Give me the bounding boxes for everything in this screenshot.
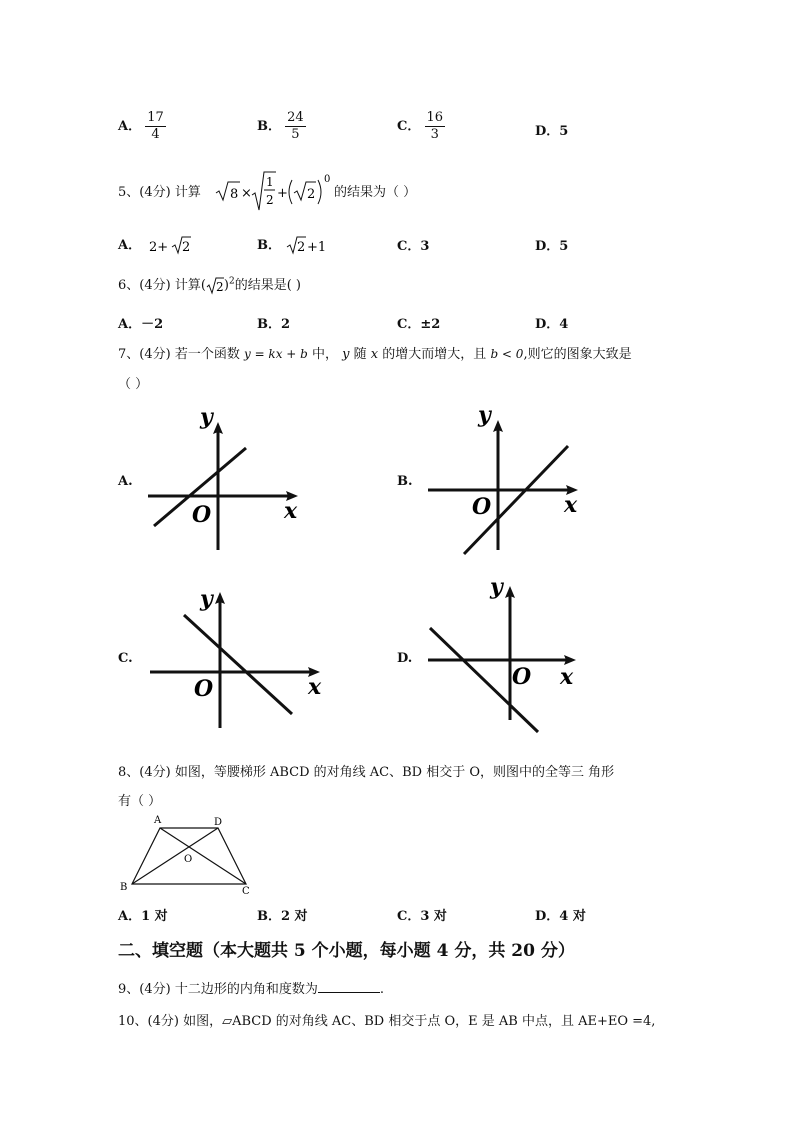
q7-x: x	[370, 347, 379, 362]
q5-option-c: C．3	[397, 239, 430, 254]
graph-a-origin: O	[192, 502, 212, 528]
vertex-o: O	[184, 854, 193, 865]
denominator: 3	[430, 127, 439, 142]
q4-option-a	[118, 110, 166, 143]
fraction	[285, 110, 306, 143]
q5-plus: +	[277, 186, 288, 201]
q6-suffix: 的结果是( )	[234, 278, 301, 293]
graph-label-d: D.	[397, 651, 413, 666]
q8-option-c: C．3 对	[397, 909, 447, 924]
option-label: C．	[397, 119, 421, 134]
q5-sqrt8: 8	[230, 187, 239, 202]
option-label: B．	[257, 238, 281, 253]
q8-line1: 8、(4分) 如图，等腰梯形 ABCD 的对角线 AC、BD 相交于 O，则图中的全等三 角形	[118, 765, 615, 780]
vertex-c: C	[242, 886, 250, 897]
numerator: 16	[426, 110, 444, 125]
q5-option-a-expr	[145, 236, 191, 256]
q6-option-c: C．±2	[397, 317, 441, 332]
trapezoid-figure	[116, 810, 266, 900]
q7-prefix: 7、(4分) 若一个函数	[118, 347, 240, 362]
q5-prefix: 5、(4分) 计算	[118, 185, 201, 200]
question-10: 10、(4分) 如图，▱ABCD 的对角线 AC、BD 相交于点 O，E 是 AB 中点，且 AE+EO =4,	[118, 1014, 656, 1029]
q5-option-b-tail: +1	[307, 239, 327, 255]
graph-b-y-label: y	[478, 402, 491, 428]
q5-option-b-expr	[285, 236, 333, 256]
q7-mid1: 中，	[311, 347, 338, 362]
q5-sqrt2: 2	[307, 187, 316, 202]
graph-d	[420, 570, 600, 740]
question-6	[118, 274, 301, 295]
vertex-b: B	[120, 882, 128, 893]
vertex-a: A	[154, 815, 162, 826]
fraction	[145, 110, 166, 143]
q5-option-d: D．5	[535, 239, 569, 254]
q5-expression	[214, 168, 334, 214]
q5-option-b-rad: 2	[297, 239, 306, 255]
graph-b-x-label: x	[564, 492, 578, 518]
graph-label-a: A.	[118, 474, 133, 489]
section-heading-fill-in: 二、填空题（本大题共 5 个小题，每小题 4 分，共 20 分）	[118, 941, 575, 961]
q5-option-a	[118, 234, 191, 256]
q4-option-b	[257, 110, 306, 143]
graph-a	[140, 400, 320, 560]
graph-label-b: B.	[397, 474, 413, 489]
graph-c-origin: O	[194, 676, 214, 702]
graph-c	[140, 578, 340, 738]
option-label: A．	[118, 238, 142, 253]
q7-paren: （ ）	[118, 377, 149, 392]
fraction	[425, 110, 446, 143]
graph-d-x-label: x	[560, 664, 574, 690]
graph-c-y-label: y	[200, 586, 213, 612]
q6-option-b: B．2	[257, 317, 291, 332]
q9-end: .	[379, 982, 384, 997]
option-label: A．	[118, 119, 142, 134]
q7-cond: b < 0	[490, 347, 524, 361]
q7-mid2: 随	[353, 347, 367, 362]
graph-a-x-label: x	[284, 498, 298, 524]
q4-option-d: D．5	[535, 124, 569, 139]
q8-option-a: A．1 对	[118, 909, 168, 924]
numerator: 17	[147, 110, 164, 125]
q6-sqrt	[206, 277, 224, 295]
graph-b	[420, 400, 600, 560]
option-label: B．	[257, 119, 281, 134]
question-7	[118, 343, 632, 362]
q7-func: y = kx + b	[243, 347, 308, 361]
q5-option-b	[257, 234, 333, 256]
q5-exponent: 0	[324, 174, 331, 185]
vertex-d: D	[214, 817, 223, 828]
q7-y: y	[342, 347, 350, 362]
q6-close: )	[223, 278, 229, 293]
q9-answer-blank[interactable]	[318, 980, 380, 993]
q5-half-den: 2	[266, 193, 274, 207]
q8-line2: 有（ ）	[118, 794, 162, 809]
question-9	[118, 978, 384, 997]
graph-c-x-label: x	[308, 674, 322, 700]
denominator: 5	[291, 127, 300, 142]
graph-d-y-label: y	[490, 574, 503, 600]
graph-a-y-label: y	[200, 404, 213, 430]
q8-option-d: D．4 对	[535, 909, 586, 924]
q5-times: ×	[241, 186, 252, 201]
q6-prefix: 6、(4分) 计算(	[118, 278, 206, 293]
q5-suffix: 的结果为（ ）	[334, 185, 417, 200]
numerator: 24	[287, 110, 304, 125]
denominator: 4	[151, 127, 160, 142]
graph-label-c: C.	[118, 651, 133, 666]
q9-text: 9、(4分) 十二边形的内角和度数为	[118, 982, 318, 997]
q5-option-a-text: 2+	[149, 239, 169, 255]
graph-d-origin: O	[512, 664, 532, 690]
q4-option-c	[397, 110, 445, 143]
q7-suffix: ,则它的图象大致是	[523, 347, 632, 362]
q8-option-b: B．2 对	[257, 909, 308, 924]
q6-rad: 2	[215, 279, 224, 294]
q6-option-d: D．4	[535, 317, 569, 332]
q5-half-num: 1	[266, 175, 274, 189]
q5-option-a-rad: 2	[182, 239, 191, 255]
q6-option-a: A．－2	[118, 317, 164, 332]
q6-exponent: 2	[228, 276, 235, 287]
q7-mid3: 的增大而增大，且	[382, 347, 487, 362]
graph-b-origin: O	[472, 494, 492, 520]
